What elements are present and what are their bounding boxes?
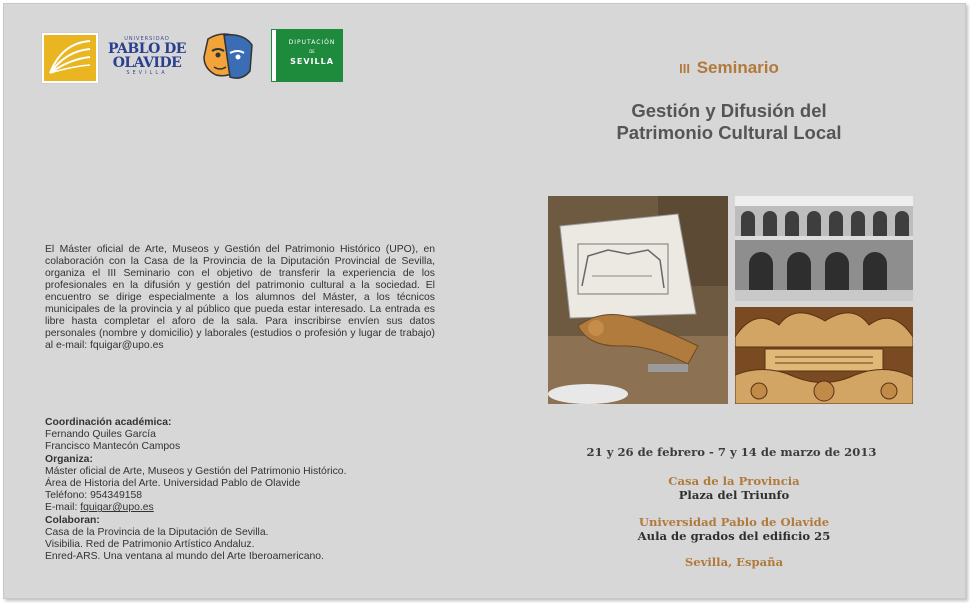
title-line-1: Gestión y Difusión del (631, 100, 827, 121)
organizer-heading: Organiza: (45, 453, 93, 465)
event-dates: 21 y 26 de febrero - 7 y 14 de marzo de 2013 (586, 445, 877, 459)
carving-photo (735, 307, 913, 404)
seminar-label (624, 58, 834, 78)
seminar-word: Seminario (696, 58, 779, 77)
brochure-page (3, 3, 966, 599)
upo-emblem-logo (41, 32, 99, 84)
upo-logo-bottom-text: SEVILLA (126, 70, 168, 76)
venue-2-name: Universidad Pablo de Olavide (638, 515, 830, 529)
details-block (45, 417, 465, 563)
venue-1-place: Plaza del Triunfo (678, 488, 790, 502)
venue-casa-provincia (584, 474, 884, 502)
event-city: Sevilla, España (684, 555, 784, 569)
email-line (45, 502, 465, 514)
venue-2-place: Aula de grados del edificio 25 (637, 529, 831, 543)
coordination-heading: Coordinación académica: (45, 417, 172, 428)
diputacion-sevilla-logo (272, 30, 342, 81)
dipu-logo-line-1: DIPUTACIÓN (288, 39, 336, 46)
collaborator-1: Casa de la Provincia de la Diputación de Sevilla. (45, 526, 269, 538)
seminar-number: III (679, 61, 690, 76)
coordinator-2: Francisco Mantecón Campos (45, 441, 181, 453)
phone-value: 954349158 (90, 490, 143, 502)
dipu-logo-line-2: DE (309, 49, 315, 54)
intro-paragraph: El Máster oficial de Arte, Museos y Gestión del Patrimonio Histórico (UPO), en colaboración con la Casa de la Provincia de la Diputación Provincial de Sevilla, organiza el III Seminario con el objetivo de transferir la experiencia de los profesionales en la difusión y gestión del patrimonio cultural a la sociedad. El encuentro se dirige especialmente a los alumnos del Máster, a los técnicos municipales de la provincia y al público que pueda estar interesado. La entrada es libre hasta completar el aforo de la sala. Para inscribirse envíen sus datos personales (nombre y domicilio) y laborales (estudios o profesión y lugar de trabajo) al e-mail: fquigar@upo.es (45, 244, 435, 351)
coordinator-1: Fernando Quiles García (45, 429, 156, 441)
email-link[interactable]: fquigar@upo.es (80, 502, 154, 514)
dipu-logo-line-3: SEVILLA (290, 57, 334, 66)
phone-line (45, 490, 465, 502)
enred-ars-face-logo (194, 31, 260, 83)
upo-logo-main-text-2: OLAVIDE (112, 55, 182, 71)
organizer-2: Área de Historia del Arte. Universidad Pablo de Olavide (45, 478, 301, 490)
title-line-2: Patrimonio Cultural Local (616, 122, 842, 143)
patio-photo (735, 196, 913, 301)
organizer-1: Máster oficial de Arte, Museos y Gestión del Patrimonio Histórico. (45, 465, 347, 477)
phone-label: Teléfono: (45, 490, 88, 502)
upo-logo-top-text: UNIVERSIDAD (124, 36, 170, 42)
upo-wordmark-logo (107, 32, 187, 82)
collaborators-heading: Colaboran: (45, 514, 100, 526)
page-title (564, 100, 894, 144)
venue-upo (584, 515, 884, 543)
workshop-photo (548, 196, 728, 404)
upo-logo-main-text-1: PABLO DE (108, 41, 186, 57)
venue-1-name: Casa de la Provincia (668, 474, 800, 488)
collaborator-3: Enred-ARS. Una ventana al mundo del Arte Iberoamericano. (45, 551, 324, 563)
email-label: E-mail: (45, 502, 78, 514)
collaborator-2: Visibilia. Red de Patrimonio Artístico Andaluz. (45, 539, 255, 551)
